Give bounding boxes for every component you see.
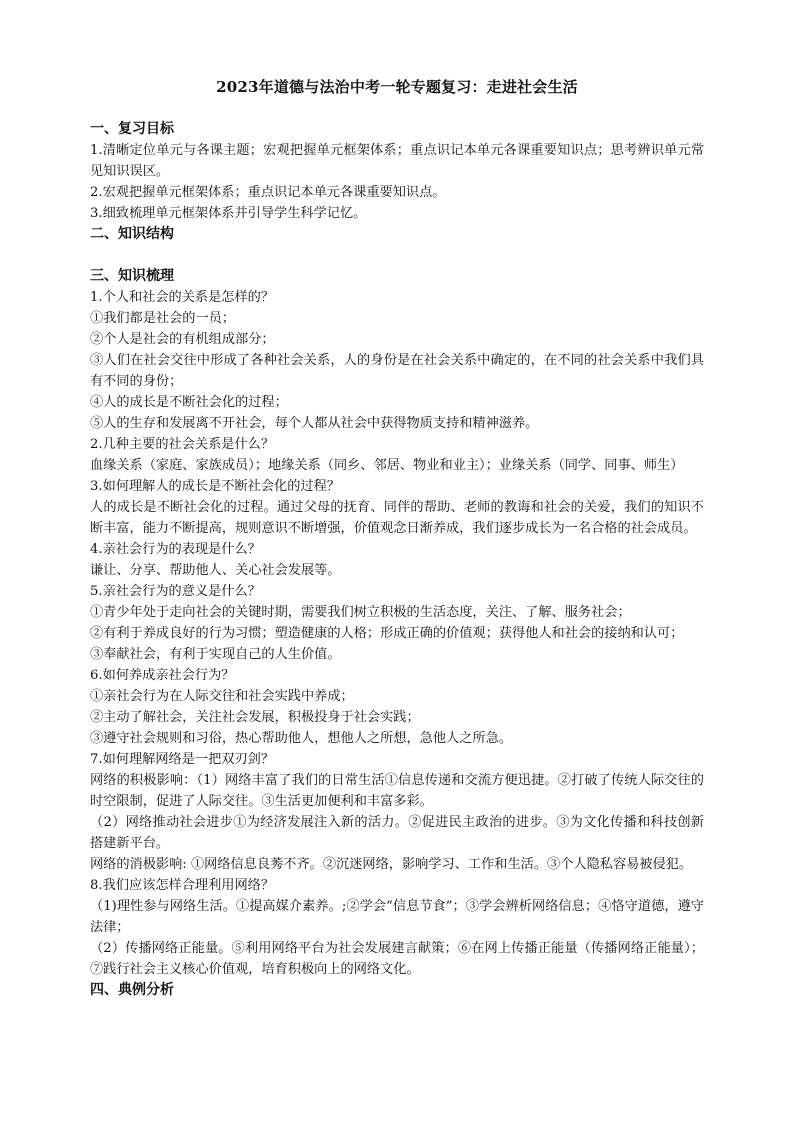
objective-item: 1.清晰定位单元与各课主题；宏观把握单元框架体系；重点识记本单元各课重要知识点；思考辨识单元常见知识误区。 — [90, 143, 704, 179]
answer-line: 血缘关系（家庭、家族成员）；地缘关系（同乡、邻居、物业和业主）；业缘关系（同学、同事、师生） — [90, 458, 684, 473]
section-heading-examples: 四、典例分析 — [90, 982, 174, 998]
answer-line: （2）网络推动社会进步①为经济发展注入新的活力。②促进民主政治的进步。③为文化传播和科技创新搭建新平台。 — [90, 815, 704, 851]
question-4: 4.亲社会行为的表现是什么？ — [90, 542, 261, 557]
answer-line: ①我们都是社会的一员； — [90, 311, 236, 326]
answer-line: （1)理性参与网络生活。①提高媒介素养。;②学会“信息节食”；③学会辨析网络信息；④恪守道德，遵守法律； — [90, 899, 704, 935]
question-5: 5.亲社会行为的意义是什么？ — [90, 584, 261, 599]
structure-blank-area — [90, 245, 704, 266]
answer-line: ④人的成长是不断社会化的过程； — [90, 395, 288, 410]
question-7: 7.如何理解网络是一把双刃剑？ — [90, 752, 275, 767]
answer-line: 谦让、分享、帮助他人、关心社会发展等。 — [90, 563, 341, 578]
answer-line: 网络的消极影响: ①网络信息良莠不齐。②沉迷网络，影响学习、工作和生活。③个人隐私容易被侵犯。 — [90, 857, 693, 872]
section-heading-objectives: 一、复习目标 — [90, 121, 174, 137]
question-6: 6.如何养成亲社会行为？ — [90, 668, 235, 683]
answer-line: ①青少年处于走向社会的关键时期，需要我们树立积极的生活态度，关注、了解、服务社会； — [90, 605, 631, 620]
answer-line: ②个人是社会的有机组成部分； — [90, 332, 275, 347]
answer-line: 人的成长是不断社会化的过程。通过父母的抚育、同伴的帮助、老师的教诲和社会的关爱，我们的知识不断丰富，能力不断提高，规则意识不断增强，价值观念日渐养成，我们逐步成长为一名合格的社会成员。 — [90, 500, 704, 536]
document-title: 2023年道德与法治中考一轮专题复习：走进社会生活 — [216, 78, 578, 96]
answer-line: ③奉献社会，有利于实现自己的人生价值。 — [90, 647, 341, 662]
question-1: 1.个人和社会的关系是怎样的？ — [90, 290, 275, 305]
answer-line: ①亲社会行为在人际交往和社会实践中养成； — [90, 689, 354, 704]
answer-line: ②有利于养成良好的行为习惯；塑造健康的人格；形成正确的价值观；获得他人和社会的接纳和认可； — [90, 626, 684, 641]
question-2: 2.几种主要的社会关系是什么？ — [90, 437, 275, 452]
answer-line: ③人们在社会交往中形成了各种社会关系，人的身份是在社会关系中确定的，在不同的社会关系中我们具有不同的身份； — [90, 353, 704, 389]
objective-item: 2.宏观把握单元框架体系；重点识记本单元各课重要知识点。 — [90, 185, 446, 200]
question-3: 3.如何理解人的成长是不断社会化的过程？ — [90, 479, 340, 494]
answer-line: ②主动了解社会，关注社会发展，积极投身于社会实践； — [90, 710, 420, 725]
document-body — [90, 76, 704, 1001]
answer-line: ⑤人的生存和发展离不开社会，每个人都从社会中获得物质支持和精神滋养。 — [90, 416, 539, 431]
answer-line: 网络的积极影响：（1）网络丰富了我们的日常生活①信息传递和交流方便迅捷。②打破了传统人际交往的时空限制，促进了人际交往。③生活更加便利和丰富多彩。 — [90, 773, 704, 809]
answer-line: （2）传播网络正能量。⑤利用网络平台为社会发展建言献策；⑥在网上传播正能量（传播网络正能量）；⑦践行社会主义核心价值观，培育积极向上的网络文化。 — [90, 941, 704, 977]
objective-item: 3.细致梳理单元框架体系并引导学生科学记忆。 — [90, 206, 367, 221]
section-heading-review: 三、知识梳理 — [90, 268, 174, 284]
question-8: 8.我们应该怎样合理利用网络？ — [90, 878, 275, 893]
answer-line: ③遵守社会规则和习俗，热心帮助他人，想他人之所想，急他人之所急。 — [90, 731, 512, 746]
section-heading-structure: 二、知识结构 — [90, 226, 174, 242]
